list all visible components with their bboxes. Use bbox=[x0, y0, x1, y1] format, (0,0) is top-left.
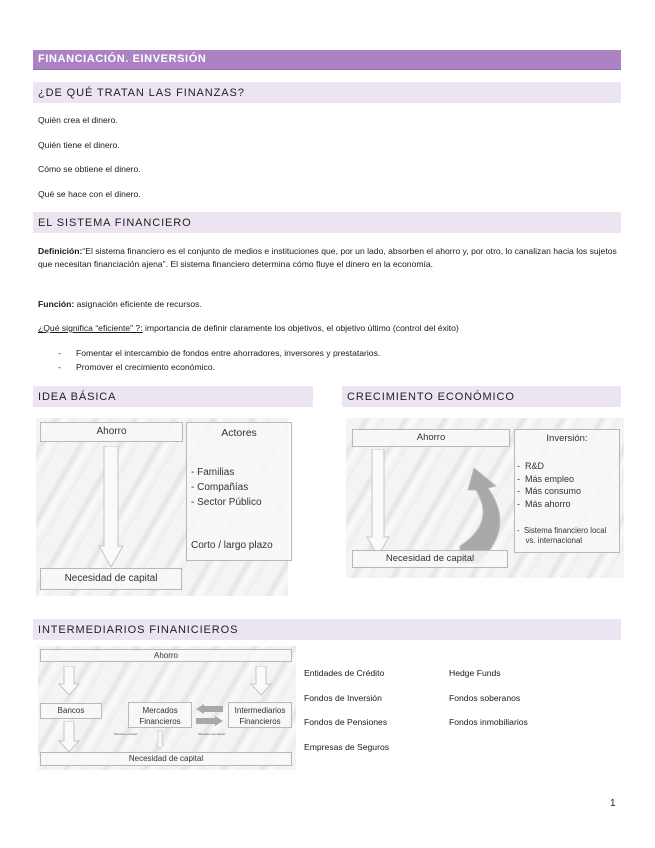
ahorro-box: Ahorro bbox=[40, 649, 292, 662]
arrow-right-icon bbox=[196, 716, 224, 726]
intermediarios-list-col2 bbox=[449, 668, 528, 742]
inversion-list: - R&D - Más empleo - Más consumo - Más ahorro bbox=[517, 461, 582, 509]
funcion-label: Función: bbox=[38, 299, 75, 309]
section-heading-text: ¿DE QUÉ TRATAN LAS FINANZAS? bbox=[38, 87, 245, 99]
necesidad-capital-box: Necesidad de capital bbox=[40, 752, 292, 766]
arrow-down-icon bbox=[58, 721, 80, 753]
idea-basica-diagram bbox=[36, 418, 288, 596]
intermediario-item: Entidades de Crédito bbox=[304, 668, 385, 678]
inversion-item: Más empleo bbox=[525, 473, 575, 484]
definicion-label: Definición: bbox=[38, 246, 83, 256]
actores-box bbox=[186, 422, 292, 561]
mercado-secundario-label: Mercado secundario bbox=[198, 732, 226, 736]
inversion-title: Inversión: bbox=[546, 433, 588, 444]
finanzas-item: Quién crea el dinero. bbox=[38, 115, 118, 125]
finanzas-item: Cómo se obtiene el dinero. bbox=[38, 164, 141, 174]
actor-item: Familias bbox=[197, 467, 235, 478]
document-title-bar bbox=[33, 50, 621, 70]
bullet-text: Promover el crecimiento económico. bbox=[76, 362, 215, 372]
arrow-down-icon bbox=[98, 446, 124, 568]
inversion-note-line: Sistema financiero local bbox=[523, 526, 607, 535]
actor-item: Sector Público bbox=[197, 497, 262, 508]
section-heading-sistema bbox=[33, 212, 621, 233]
plazo-text: Corto / largo plazo bbox=[191, 540, 273, 551]
section-heading-text: CRECIMIENTO ECONÓMICO bbox=[347, 391, 515, 403]
actores-title: Actores bbox=[221, 427, 257, 439]
page-number: 1 bbox=[610, 798, 616, 809]
finanzas-item: Qué se hace con el dinero. bbox=[38, 189, 141, 199]
ahorro-box: Ahorro bbox=[40, 422, 183, 442]
section-heading-text: IDEA BÁSICA bbox=[38, 391, 117, 403]
funcion-text: asignación eficiente de recursos. bbox=[74, 299, 202, 309]
document-title: FINANCIACIÓN. EINVERSIÓN bbox=[38, 53, 207, 65]
funcion-paragraph bbox=[38, 298, 202, 311]
arrow-down-small-icon bbox=[156, 730, 164, 750]
intermediario-item: Empresas de Seguros bbox=[304, 741, 390, 752]
definicion-text: “El sistema financiero es el conjunto de medios e instituciones que, por un lado, absorben el ahorro y, por otro, lo canalizan hacia los sujetos que necesitan financiación ajena”. El sistema financiero determina cómo fluye el dinero en la economía. bbox=[38, 246, 617, 269]
eficiente-text: importancia de definir claramente los objetivos, el objetivo último (control del éxito) bbox=[142, 323, 459, 333]
intermediario-item: Hedge Funds bbox=[449, 668, 501, 678]
arrow-left-icon bbox=[196, 704, 224, 714]
bullet-dash: - bbox=[58, 362, 61, 372]
bancos-box: Bancos bbox=[40, 703, 102, 719]
necesidad-capital-box: Necesidad de capital bbox=[352, 550, 508, 568]
inversion-item: R&D bbox=[525, 461, 545, 471]
inversion-item: Más ahorro bbox=[525, 498, 571, 509]
inversion-item: Más consumo bbox=[525, 486, 582, 496]
intermediarios-list-col1 bbox=[304, 668, 389, 766]
finanzas-item: Quién tiene el dinero. bbox=[38, 140, 120, 150]
ahorro-box: Ahorro bbox=[352, 429, 510, 447]
mercados-financieros-box bbox=[128, 702, 192, 728]
intermediario-item: Fondos soberanos bbox=[449, 692, 521, 703]
crecimiento-diagram bbox=[346, 418, 624, 578]
arrow-down-icon bbox=[366, 449, 390, 557]
section-heading-intermediarios bbox=[33, 619, 621, 640]
intermediarios-line: Financieros bbox=[239, 717, 281, 726]
bullet-text: Fomentar el intercambio de fondos entre ahorradores, inversores y prestatarios. bbox=[76, 348, 381, 358]
inversion-note: - Sistema financiero local vs. internacional bbox=[517, 526, 607, 545]
definicion-paragraph bbox=[38, 245, 618, 271]
section-heading-text: EL SISTEMA FINANCIERO bbox=[38, 217, 192, 229]
intermediario-item: Fondos de Pensiones bbox=[304, 717, 388, 727]
eficiente-label: ¿Qué significa “eficiente” ?: bbox=[38, 323, 143, 333]
mercados-line: Mercados bbox=[142, 706, 178, 715]
bullet-dash: - bbox=[58, 348, 61, 358]
necesidad-capital-box: Necesidad de capital bbox=[40, 568, 182, 590]
intermediario-item: Fondos inmobiliarios bbox=[449, 717, 528, 727]
section-heading-crecimiento bbox=[342, 386, 621, 407]
section-heading-idea bbox=[33, 386, 313, 407]
actor-item: Compañías bbox=[197, 482, 249, 493]
intermediarios-diagram bbox=[38, 646, 296, 770]
actores-list: - Familias - Compañías - Sector Público bbox=[191, 467, 262, 508]
intermediario-item: Fondos de Inversión bbox=[304, 692, 382, 703]
mercado-primario-label: Mercado primario bbox=[114, 732, 138, 736]
inversion-box bbox=[514, 429, 620, 553]
section-heading-finanzas bbox=[33, 82, 621, 103]
section-heading-text: INTERMEDIARIOS FINANICIEROS bbox=[38, 624, 239, 636]
inversion-note-line: vs. internacional bbox=[525, 536, 583, 545]
eficiente-paragraph bbox=[38, 322, 459, 335]
intermediarios-financieros-box bbox=[228, 702, 292, 728]
mercados-line: Financieros bbox=[139, 717, 181, 726]
arrow-down-icon bbox=[58, 666, 80, 696]
intermediarios-line: Intermediarios bbox=[234, 706, 286, 715]
arrow-down-icon bbox=[250, 666, 272, 696]
